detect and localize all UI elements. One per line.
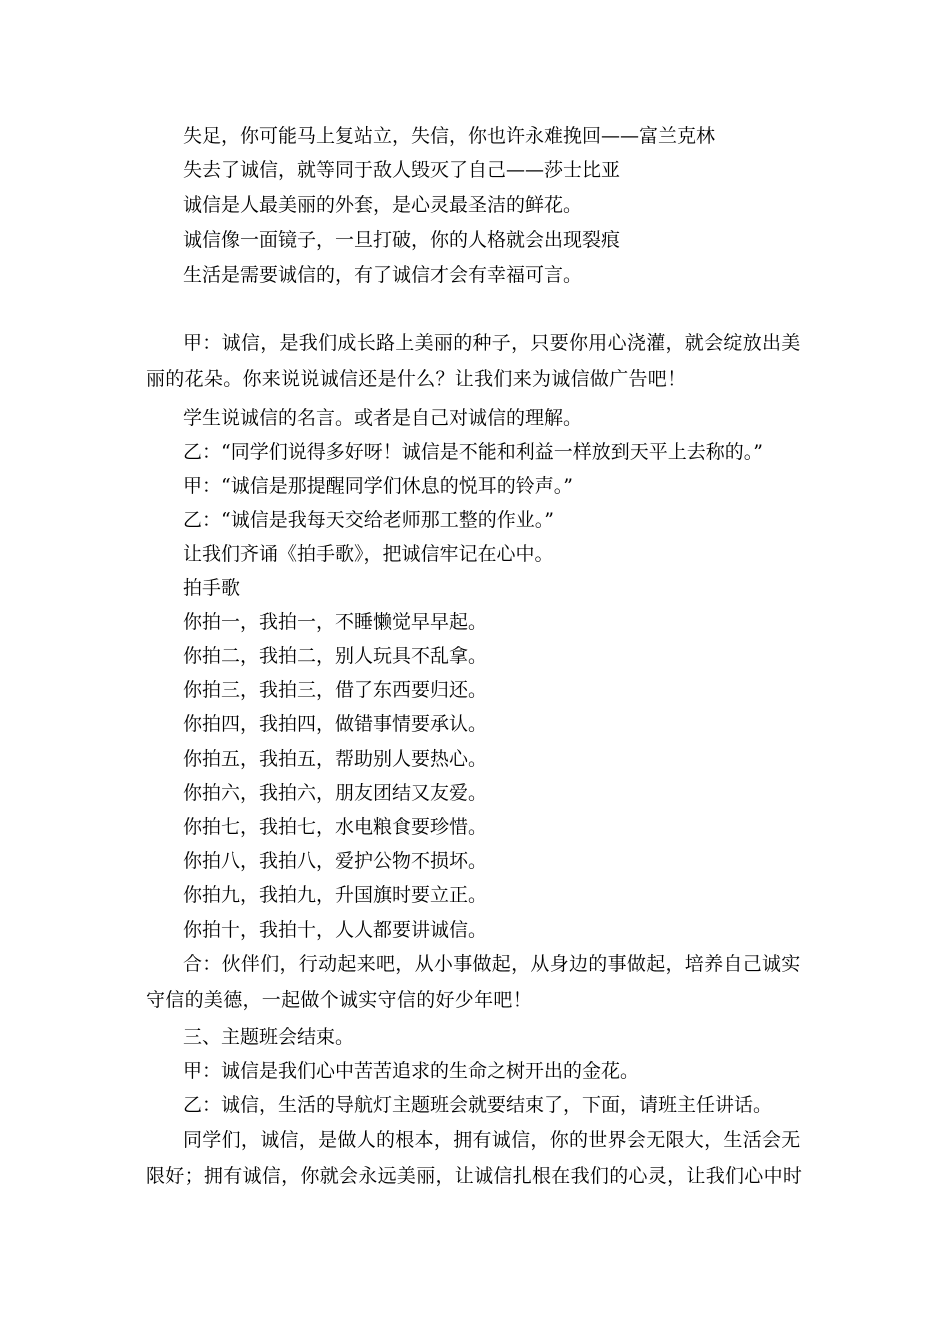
song-line: 你拍五，我拍五，帮助别人要热心。 — [183, 748, 488, 770]
body-line: 乙：“诚信是我每天交给老师那工整的作业。” — [183, 509, 554, 531]
paragraph-final: 同学们，诚信，是做人的根本，拥有诚信，你的世界会无限大，生活会无限好；拥有诚信，你就会永远美丽，让诚信扎根在我们的心灵，让我们心中时 — [146, 1129, 803, 1187]
song-title: 拍手歌 — [183, 577, 241, 599]
paragraph-he: 合：伙伴们，行动起来吧，从小事做起，从身边的事做起，培养自己诚实守信的美德，一起做个诚实守信的好少年吧！ — [146, 953, 801, 1011]
body-line: 乙：诚信，生活的导航灯主题班会就要结束了，下面，请班主任讲话。 — [183, 1094, 773, 1116]
body-line: 学生说诚信的名言。或者是自己对诚信的理解。 — [183, 407, 583, 429]
paragraph-jia: 甲：诚信，是我们成长路上美丽的种子，只要你用心浇灌，就会绽放出美丽的花朵。你来说说诚信还是什么？让我们来为诚信做广告吧！ — [146, 332, 801, 390]
quote-line: 失足，你可能马上复站立，失信，你也许永难挽回——富兰克林 — [183, 125, 716, 147]
body-line: 甲：诚信是我们心中苦苦追求的生命之树开出的金花。 — [183, 1060, 640, 1082]
body-line: 甲：“诚信是那提醒同学们休息的悦耳的铃声。” — [183, 475, 573, 497]
song-line: 你拍二，我拍二，别人玩具不乱拿。 — [183, 645, 488, 667]
song-line: 你拍三，我拍三，借了东西要归还。 — [183, 679, 488, 701]
quote-line: 诚信像一面镜子，一旦打破，你的人格就会出现裂痕 — [183, 229, 621, 251]
body-line: 乙：“同学们说得多好呀！诚信是不能和利益一样放到天平上去称的。” — [183, 441, 763, 463]
song-line: 你拍九，我拍九，升国旗时要立正。 — [183, 884, 488, 906]
quote-line: 失去了诚信，就等同于敌人毁灭了自己——莎士比亚 — [183, 159, 621, 181]
song-line: 你拍一，我拍一，不睡懒觉早早起。 — [183, 611, 488, 633]
song-line: 你拍六，我拍六，朋友团结又友爱。 — [183, 782, 488, 804]
song-line: 你拍八，我拍八，爱护公物不损坏。 — [183, 850, 488, 872]
quote-line: 生活是需要诚信的，有了诚信才会有幸福可言。 — [183, 264, 583, 286]
song-line: 你拍四，我拍四，做错事情要承认。 — [183, 713, 488, 735]
quote-line: 诚信是人最美丽的外套，是心灵最圣洁的鲜花。 — [183, 194, 583, 216]
song-line: 你拍七，我拍七，水电粮食要珍惜。 — [183, 816, 488, 838]
body-line: 让我们齐诵《拍手歌》，把诚信牢记在心中。 — [183, 543, 554, 565]
body-line: 三、主题班会结束。 — [183, 1026, 355, 1048]
song-line: 你拍十，我拍十，人人都要讲诚信。 — [183, 919, 488, 941]
